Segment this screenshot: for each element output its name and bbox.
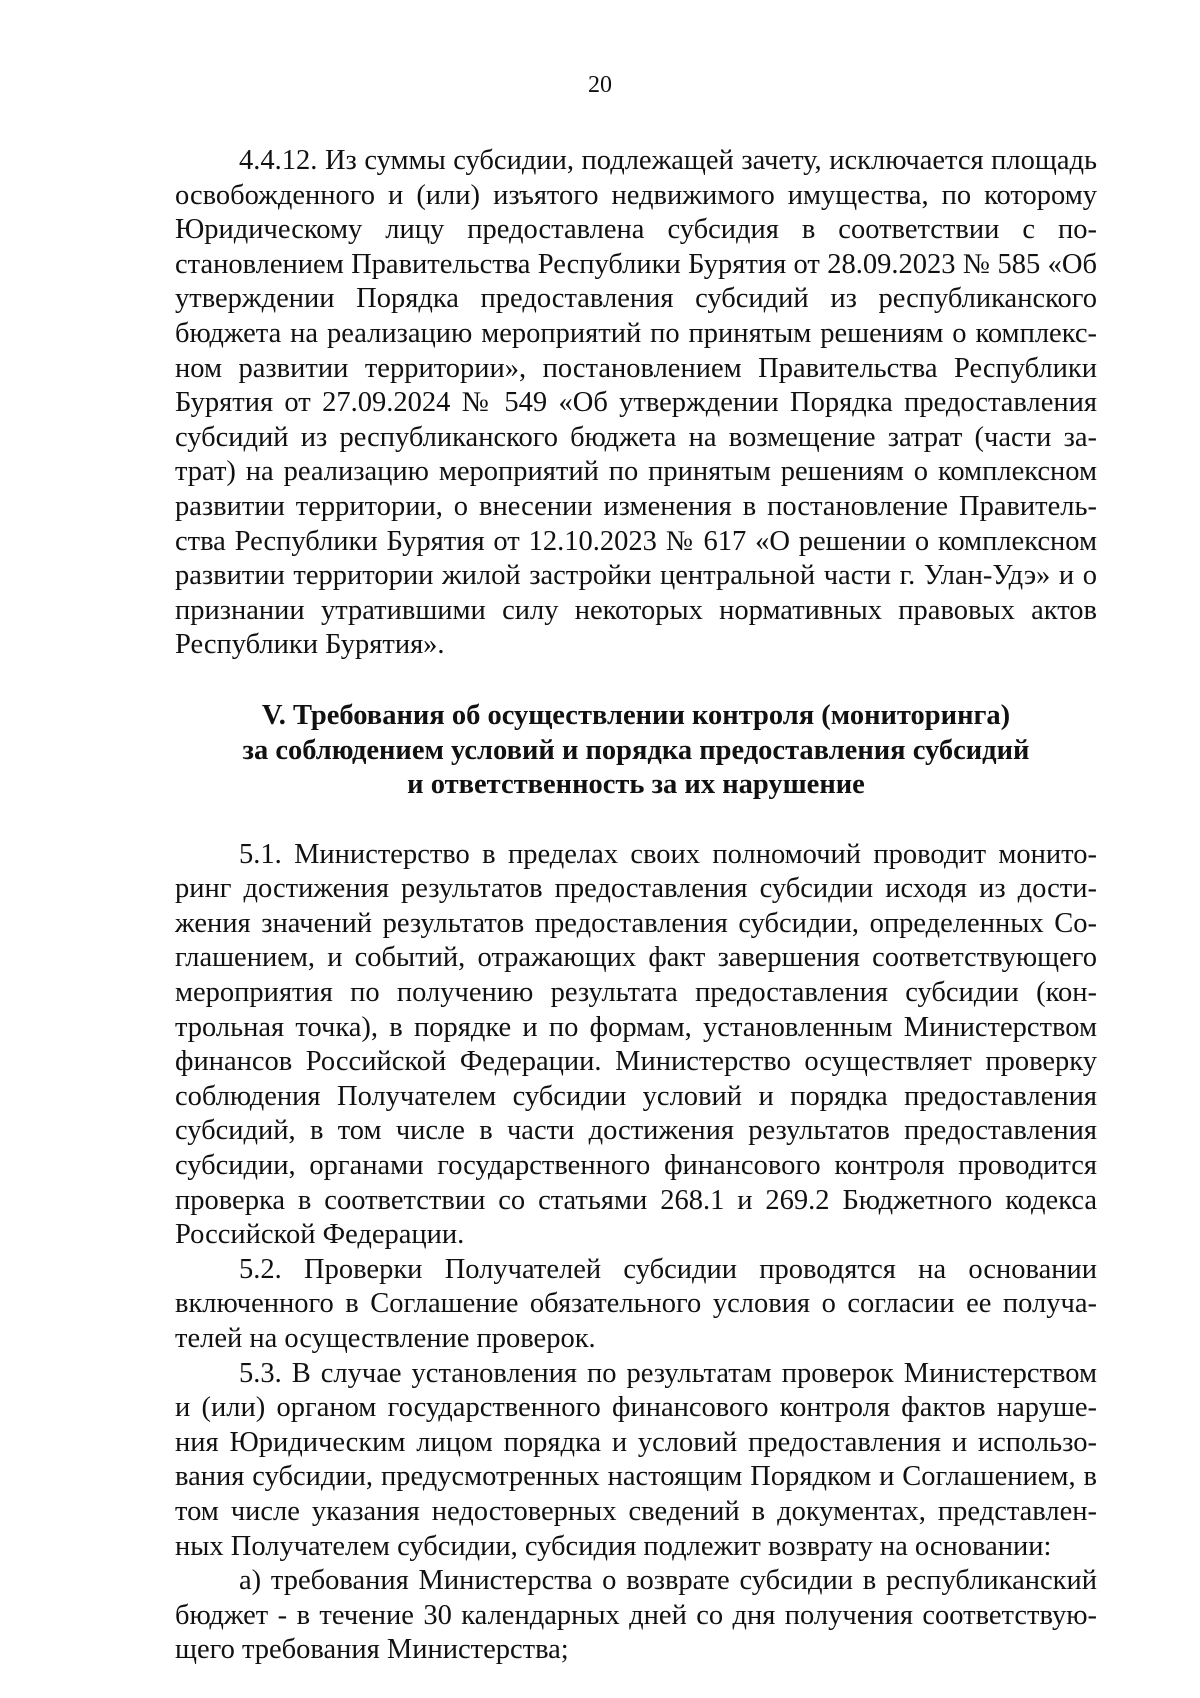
- section-heading: [175, 699, 1097, 803]
- page-number: 20: [588, 72, 612, 98]
- section-heading-line-2: за соблюдением условий и порядка предоставления субсидий: [242, 734, 1030, 766]
- paragraph-5-1: 5.1. Министерство в пределах своих полномочий проводит мониторинг достижения результатов предоставления субсидии исходя из достижения значений результатов предоставления субсидии, определенных Соглашением, и событий, отражающих факт завершения соответствующего мероприятия по получению результата предоставления субсидии (контрольная точка), в порядке и по формам, установленным Министерством финансов Российской Федерации. Министерство осуществляет проверку соблюдения Получателем субсидии условий и порядка предоставления субсидий, в том числе в части достижения результатов предоставления субсидии, органами государственного финансового контроля проводится проверка в соответствии со статьями 268.1 и 269.2 Бюджетного кодекса Российской Федерации.: [175, 838, 1097, 1251]
- section-heading-line-1: V. Требования об осуществлении контроля (мониторинга): [261, 699, 1011, 731]
- paragraph-4-4-12: 4.4.12. Из суммы субсидии, подлежащей зачету, исключается площадь освобожденного и (или) изъятого недвижимого имущества, по которому Юридическому лицу предоставлена субсидия в соответствии с постановлением Правительства Республики Бурятия от 28.09.2023 № 585 «Об утверждении Порядка предоставления субсидий из республиканского бюджета на реализацию мероприятий по принятым решениям о комплексном развитии территории», постановлением Правительства Республики Бурятия от 27.09.2024 № 549 «Об утверждении Порядка предоставления субсидий из республиканского бюджета на возмещение затрат (части затрат) на реализацию мероприятий по принятым решениям о комплексном развитии территории, о внесении изменения в постановление Правительства Республики Бурятия от 12.10.2023 № 617 «О решении о комплексном развитии территории жилой застройки центральной части г. Улан-Удэ» и о признании утратившими силу некоторых нормативных правовых актов Республики Бурятия».: [175, 145, 1097, 661]
- paragraph-5-3-a: а) требования Министерства о возврате субсидии в республиканский бюджет - в течение 30 календарных дней со дня получения соответствующего требования Министерства;: [175, 1565, 1097, 1666]
- paragraph-5-2: 5.2. Проверки Получателей субсидии проводятся на основании включенного в Соглашение обязательного условия о согласии ее получателей на осуществление проверок.: [175, 1253, 1097, 1354]
- document-body: [175, 144, 1097, 1668]
- paragraph-5-3: 5.3. В случае установления по результатам проверок Министерством и (или) органом государственного финансового контроля фактов нарушения Юридическим лицом порядка и условий предоставления и использования субсидии, предусмотренных настоящим Порядком и Соглашением, в том числе указания недостоверных сведений в документах, представленных Получателем субсидии, субсидия подлежит возврату на основании:: [175, 1357, 1097, 1562]
- section-heading-line-3: и ответственность за их нарушение: [407, 769, 865, 801]
